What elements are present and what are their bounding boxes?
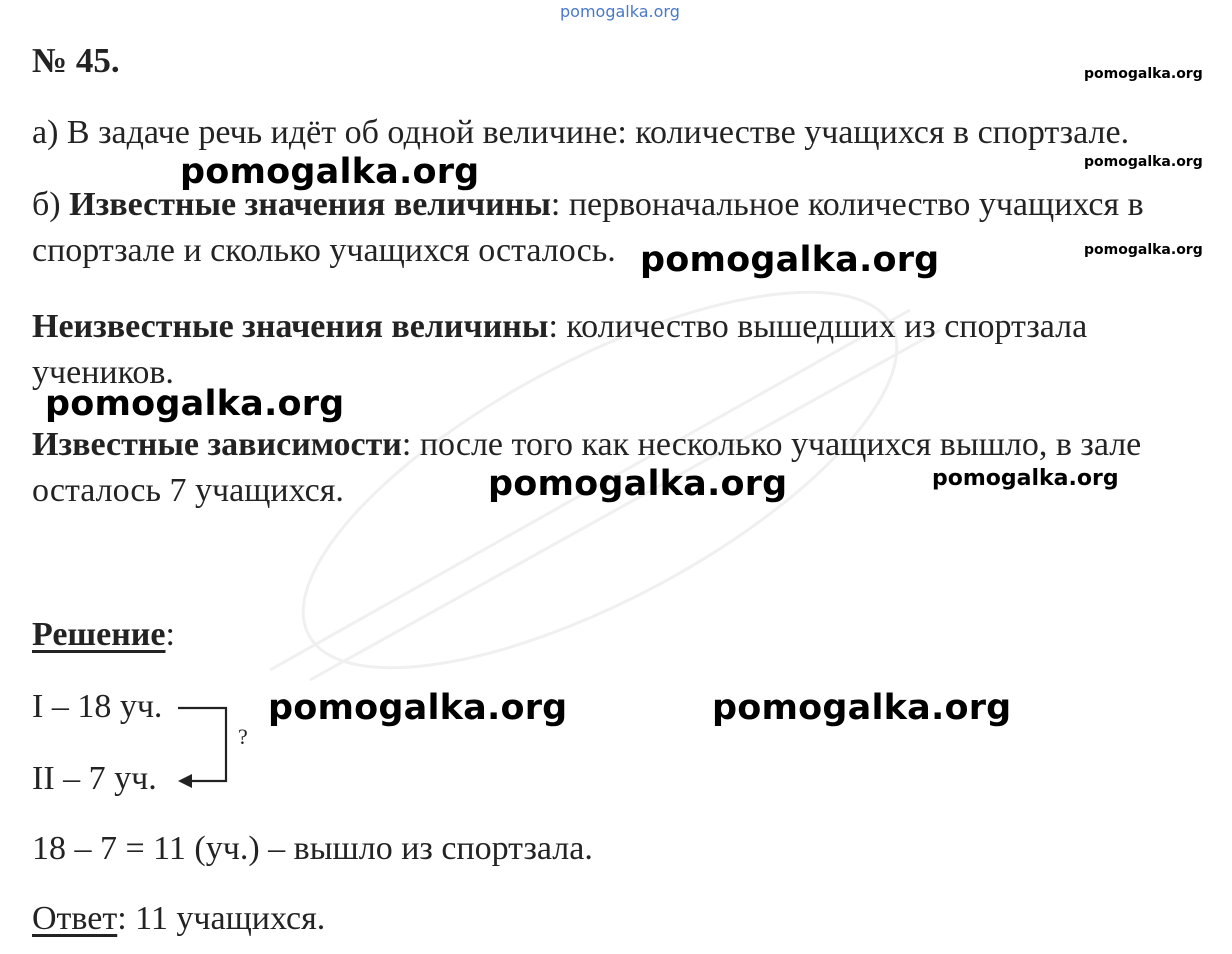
solution-heading-line xyxy=(32,612,175,658)
answer-label: Ответ xyxy=(32,900,118,937)
record-row-1: I – 18 уч. xyxy=(32,688,163,725)
paragraph-b-prefix: б) xyxy=(32,186,70,223)
bracket-line xyxy=(178,708,226,781)
unknown-values-line2: учеников. xyxy=(32,354,174,391)
paragraph-b-text: : первоначальное количество учащихся в xyxy=(550,186,1144,223)
watermark: pomogalka.org xyxy=(488,464,788,504)
watermark: pomogalka.org xyxy=(932,466,1119,491)
answer-line xyxy=(32,896,325,942)
site-top-link[interactable]: pomogalka.org xyxy=(560,2,680,21)
answer-text: : 11 учащихся. xyxy=(117,900,326,937)
dependencies-line1 xyxy=(32,422,1141,468)
solution-heading: Решение xyxy=(32,616,166,653)
watermark: pomogalka.org xyxy=(712,688,1012,728)
dependencies-term: Известные зависимости xyxy=(32,426,402,463)
paragraph-a: а) В задаче речь идёт об одной величине: количестве учащихся в спортзале. xyxy=(32,114,1130,151)
known-values-term: Известные значения величины xyxy=(69,186,551,223)
unknown-values-line1 xyxy=(32,304,1087,350)
solution-heading-colon: : xyxy=(165,616,175,653)
dependencies-text: : после того как несколько учащихся вышло, в зале xyxy=(401,426,1142,463)
watermark: pomogalka.org xyxy=(45,384,345,424)
watermark: pomogalka.org xyxy=(268,688,568,728)
dependencies-line2: осталось 7 учащихся. xyxy=(32,472,344,509)
paragraph-b-line2: спортзале и сколько учащихся осталось. xyxy=(32,232,616,269)
unknown-values-term: Неизвестные значения величины xyxy=(32,308,549,345)
watermark: pomogalka.org xyxy=(180,152,480,192)
watermark: pomogalka.org xyxy=(1084,66,1203,82)
equation: 18 – 7 = 11 (уч.) – вышло из спортзала. xyxy=(32,830,593,867)
record-row-2: II – 7 уч. xyxy=(32,760,157,797)
watermark: pomogalka.org xyxy=(640,240,940,280)
watermark: pomogalka.org xyxy=(1084,154,1203,170)
watermark: pomogalka.org xyxy=(1084,242,1203,258)
question-mark: ? xyxy=(238,724,248,749)
task-number: № 45. xyxy=(32,41,120,80)
arrow-head xyxy=(178,774,192,788)
unknown-values-text: : количество вышедших из спортзала xyxy=(548,308,1088,345)
